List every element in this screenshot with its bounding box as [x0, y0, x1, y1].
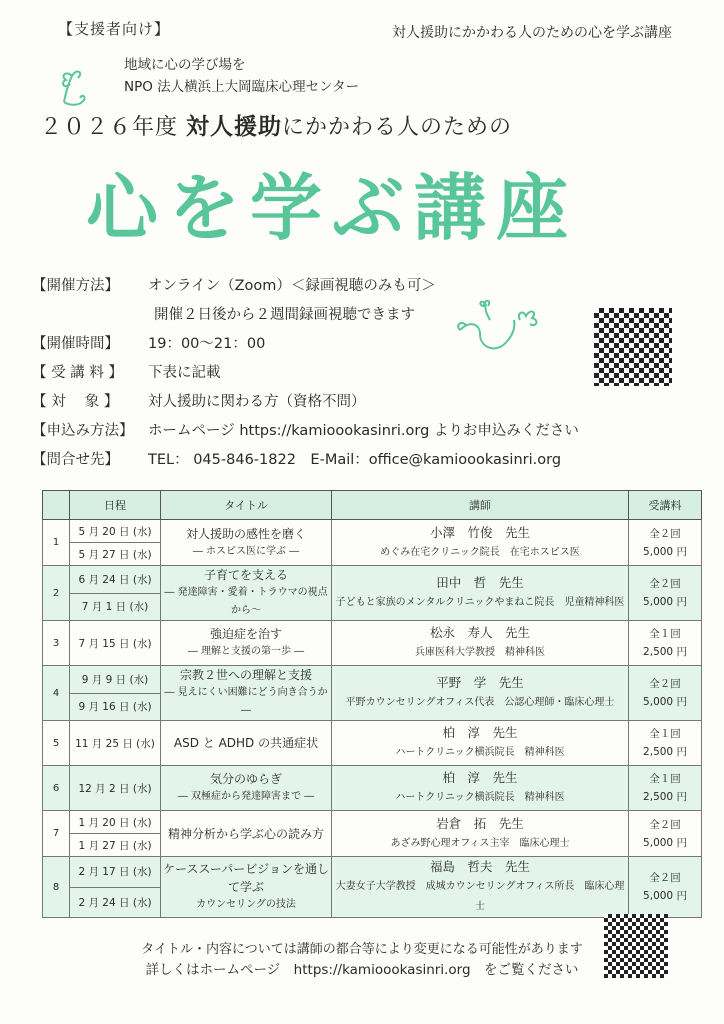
info-label: 【問合せ先】 — [32, 452, 119, 468]
info-row — [32, 386, 579, 415]
info-row — [32, 444, 579, 473]
fee-amount: 5,000 円 — [643, 545, 687, 558]
fee-cell — [629, 721, 702, 766]
clover-icon — [52, 62, 102, 112]
table-row — [43, 566, 702, 594]
session-date: 5 月 27 日 (水) — [70, 543, 161, 566]
session-date: 7 月 15 日 (水) — [70, 621, 161, 666]
fee-cell — [629, 566, 702, 621]
row-number: 8 — [43, 857, 70, 918]
fee-sessions: 全１回 — [649, 773, 681, 785]
lecturer-affiliation: 平野カウンセリングオフィス代表 公認心理師・臨床心理士 — [345, 697, 615, 708]
session-date: 9 月 9 日 (水) — [70, 666, 161, 694]
info-label: 【 受 講 料 】 — [32, 365, 123, 381]
info-value: オンライン（Zoom）＜録画視聴のみも可＞ — [148, 278, 436, 294]
lecturer-name: 柏 淳 先生 — [442, 770, 518, 785]
clover-icon — [450, 290, 560, 370]
lecturer-cell — [332, 621, 629, 666]
session-date: 1 月 27 日 (水) — [70, 834, 161, 857]
table-row — [43, 766, 702, 811]
info-value: 開催２日後から２週間録画視聴できます — [154, 307, 415, 323]
session-date: 6 月 24 日 (水) — [70, 566, 161, 594]
row-number: 3 — [43, 621, 70, 666]
lecturer-affiliation: あざみ野心理オフィス主宰 臨床心理士 — [390, 837, 570, 849]
col-lecturer: 講師 — [332, 491, 629, 520]
organization — [124, 54, 359, 98]
session-title: ケーススーパービジョンを通して学ぶ — [163, 862, 329, 894]
session-title-cell — [161, 666, 332, 721]
session-subtitle: ― 見えにくい困難にどう向き合うか ― — [164, 687, 328, 716]
fee-sessions: 全２回 — [649, 578, 681, 590]
info-row — [32, 415, 579, 444]
fee-sessions: 全１回 — [649, 628, 681, 640]
col-fee: 受講料 — [629, 491, 702, 520]
session-title: ASD と ADHD の共通症状 — [173, 736, 319, 750]
info-value: 下表に記載 — [148, 365, 221, 381]
session-subtitle: ― 発達障害・愛着・トラウマの視点から～ — [164, 587, 328, 616]
lecturer-affiliation: 子どもと家族のメンタルクリニックやまねこ院長 児童精神科医 — [335, 597, 625, 608]
subtitle-rest: にかかわる人のための — [282, 115, 513, 140]
session-title: 精神分析から学ぶ心の読み方 — [167, 826, 324, 841]
fee-sessions: 全１回 — [649, 728, 681, 740]
info-value: TEL： 045-846-1822 E-Mail：office@kamioookasinri.org — [148, 452, 562, 468]
subtitle — [40, 108, 512, 141]
schedule-table — [42, 490, 702, 918]
fee-cell — [629, 621, 702, 666]
info-label: 【開催方法】 — [32, 278, 119, 294]
lecturer-cell — [332, 566, 629, 621]
fee-amount: 2,500 円 — [643, 791, 687, 803]
qr-code-icon[interactable] — [594, 308, 672, 386]
fee-cell — [629, 811, 702, 857]
fee-cell — [629, 766, 702, 811]
subtitle-year: ２０２６年度 — [40, 115, 179, 140]
lecturer-cell — [332, 857, 629, 918]
col-num — [43, 491, 70, 520]
fee-amount: 2,500 円 — [643, 646, 687, 658]
session-title-cell — [161, 721, 332, 766]
fee-amount: 5,000 円 — [643, 696, 687, 708]
lecturer-affiliation: 兵庫医科大学教授 精神科医 — [415, 647, 545, 658]
session-subtitle: ― 理解と支援の第一歩 ― — [187, 646, 305, 657]
row-number: 2 — [43, 566, 70, 621]
table-row — [43, 811, 702, 834]
fee-sessions: 全２回 — [649, 818, 681, 831]
lecturer-affiliation: ハートクリニック横浜院長 精神科医 — [395, 792, 565, 803]
session-date: 2 月 17 日 (水) — [70, 857, 161, 888]
info-label: 【 対 象 】 — [32, 394, 119, 410]
fee-sessions: 全２回 — [649, 872, 681, 884]
session-title: 宗教２世への理解と支援 — [179, 668, 312, 682]
session-subtitle: ― 双極症から発達障害まで ― — [177, 791, 315, 802]
lecturer-cell — [332, 666, 629, 721]
fee-sessions: 全２回 — [649, 678, 681, 690]
session-title: 子育てを支える — [203, 568, 288, 582]
table-header-row — [43, 491, 702, 520]
lecturer-cell — [332, 721, 629, 766]
footer-link[interactable]: 詳しくはホームページ https://kamioookasinri.org をご覧ください — [145, 962, 579, 978]
info-value: ホームページ https://kamioookasinri.org よりお申込みください — [148, 423, 579, 439]
audience-tag: 【支援者向け】 — [58, 20, 171, 38]
fee-amount: 2,500 円 — [643, 746, 687, 758]
lecturer-name: 福島 哲夫 先生 — [429, 859, 530, 874]
lecturer-affiliation: ハートクリニック横浜院長 精神科医 — [395, 747, 565, 758]
session-date: 5 月 20 日 (水) — [70, 520, 161, 543]
session-title: 強迫症を治す — [209, 627, 282, 641]
lecturer-affiliation: 大妻女子大学教授 成城カウンセリングオフィス所長 臨床心理士 — [335, 881, 625, 912]
session-date: 11 月 25 日 (水) — [70, 721, 161, 766]
row-number: 1 — [43, 520, 70, 566]
session-date: 12 月 2 日 (水) — [70, 766, 161, 811]
lecturer-name: 田中 哲 先生 — [436, 575, 524, 590]
fee-cell — [629, 857, 702, 918]
table-row — [43, 721, 702, 766]
session-title-cell — [161, 811, 332, 857]
table-row — [43, 666, 702, 694]
session-title-cell — [161, 520, 332, 566]
fee-amount: 5,000 円 — [643, 836, 687, 849]
row-number: 4 — [43, 666, 70, 721]
lecturer-name: 平野 学 先生 — [436, 675, 524, 690]
fee-cell — [629, 520, 702, 566]
org-name: NPO 法人横浜上大岡臨床心理センター — [124, 79, 360, 95]
session-subtitle: カウンセリングの技法 — [196, 899, 296, 910]
table-row — [43, 621, 702, 666]
row-number: 6 — [43, 766, 70, 811]
fee-sessions: 全２回 — [649, 527, 681, 540]
lecturer-name: 岩倉 拓 先生 — [436, 815, 524, 831]
lecturer-name: 柏 淳 先生 — [442, 725, 518, 740]
info-value: 19：00～21：00 — [148, 336, 266, 352]
session-date: 1 月 20 日 (水) — [70, 811, 161, 834]
col-date: 日程 — [70, 491, 161, 520]
org-tagline: 地域に心の学び場を — [124, 57, 246, 73]
session-subtitle: ― ホスピス医に学ぶ ― — [192, 545, 300, 557]
qr-code-icon[interactable] — [604, 914, 668, 978]
footer-note: タイトル・内容については講師の都合等により変更になる可能性があります — [141, 942, 583, 957]
lecturer-name: 小澤 竹俊 先生 — [429, 524, 530, 540]
session-date: 9 月 16 日 (水) — [70, 693, 161, 721]
row-number: 7 — [43, 811, 70, 857]
session-title-cell — [161, 621, 332, 666]
fee-amount: 5,000 円 — [643, 596, 687, 608]
lecturer-cell — [332, 520, 629, 566]
lecturer-name: 松永 寿人 先生 — [429, 625, 530, 640]
session-title-cell — [161, 766, 332, 811]
session-title-cell — [161, 566, 332, 621]
info-label: 【開催時間】 — [32, 336, 119, 352]
lecturer-affiliation: めぐみ在宅クリニック院長 在宅ホスピス医 — [380, 546, 580, 558]
table-row — [43, 857, 702, 888]
session-title-cell — [161, 857, 332, 918]
header-title: 対人援助にかかわる人のための心を学ぶ講座 — [392, 25, 672, 41]
fee-cell — [629, 666, 702, 721]
table-row — [43, 520, 702, 543]
session-date: 2 月 24 日 (水) — [70, 887, 161, 918]
subtitle-bold: 対人援助 — [186, 114, 283, 140]
row-number: 5 — [43, 721, 70, 766]
col-title: タイトル — [161, 491, 332, 520]
info-value: 対人援助に関わる方（資格不問） — [148, 394, 366, 410]
lecturer-cell — [332, 811, 629, 857]
fee-amount: 5,000 円 — [643, 890, 687, 902]
main-title: 心を学ぶ講座 — [86, 166, 579, 250]
lecturer-cell — [332, 766, 629, 811]
session-title: 対人援助の感性を磨く — [185, 526, 306, 541]
session-date: 7 月 1 日 (水) — [70, 593, 161, 621]
session-title: 気分のゆらぎ — [209, 772, 282, 786]
info-label: 【申込み方法】 — [32, 423, 134, 439]
